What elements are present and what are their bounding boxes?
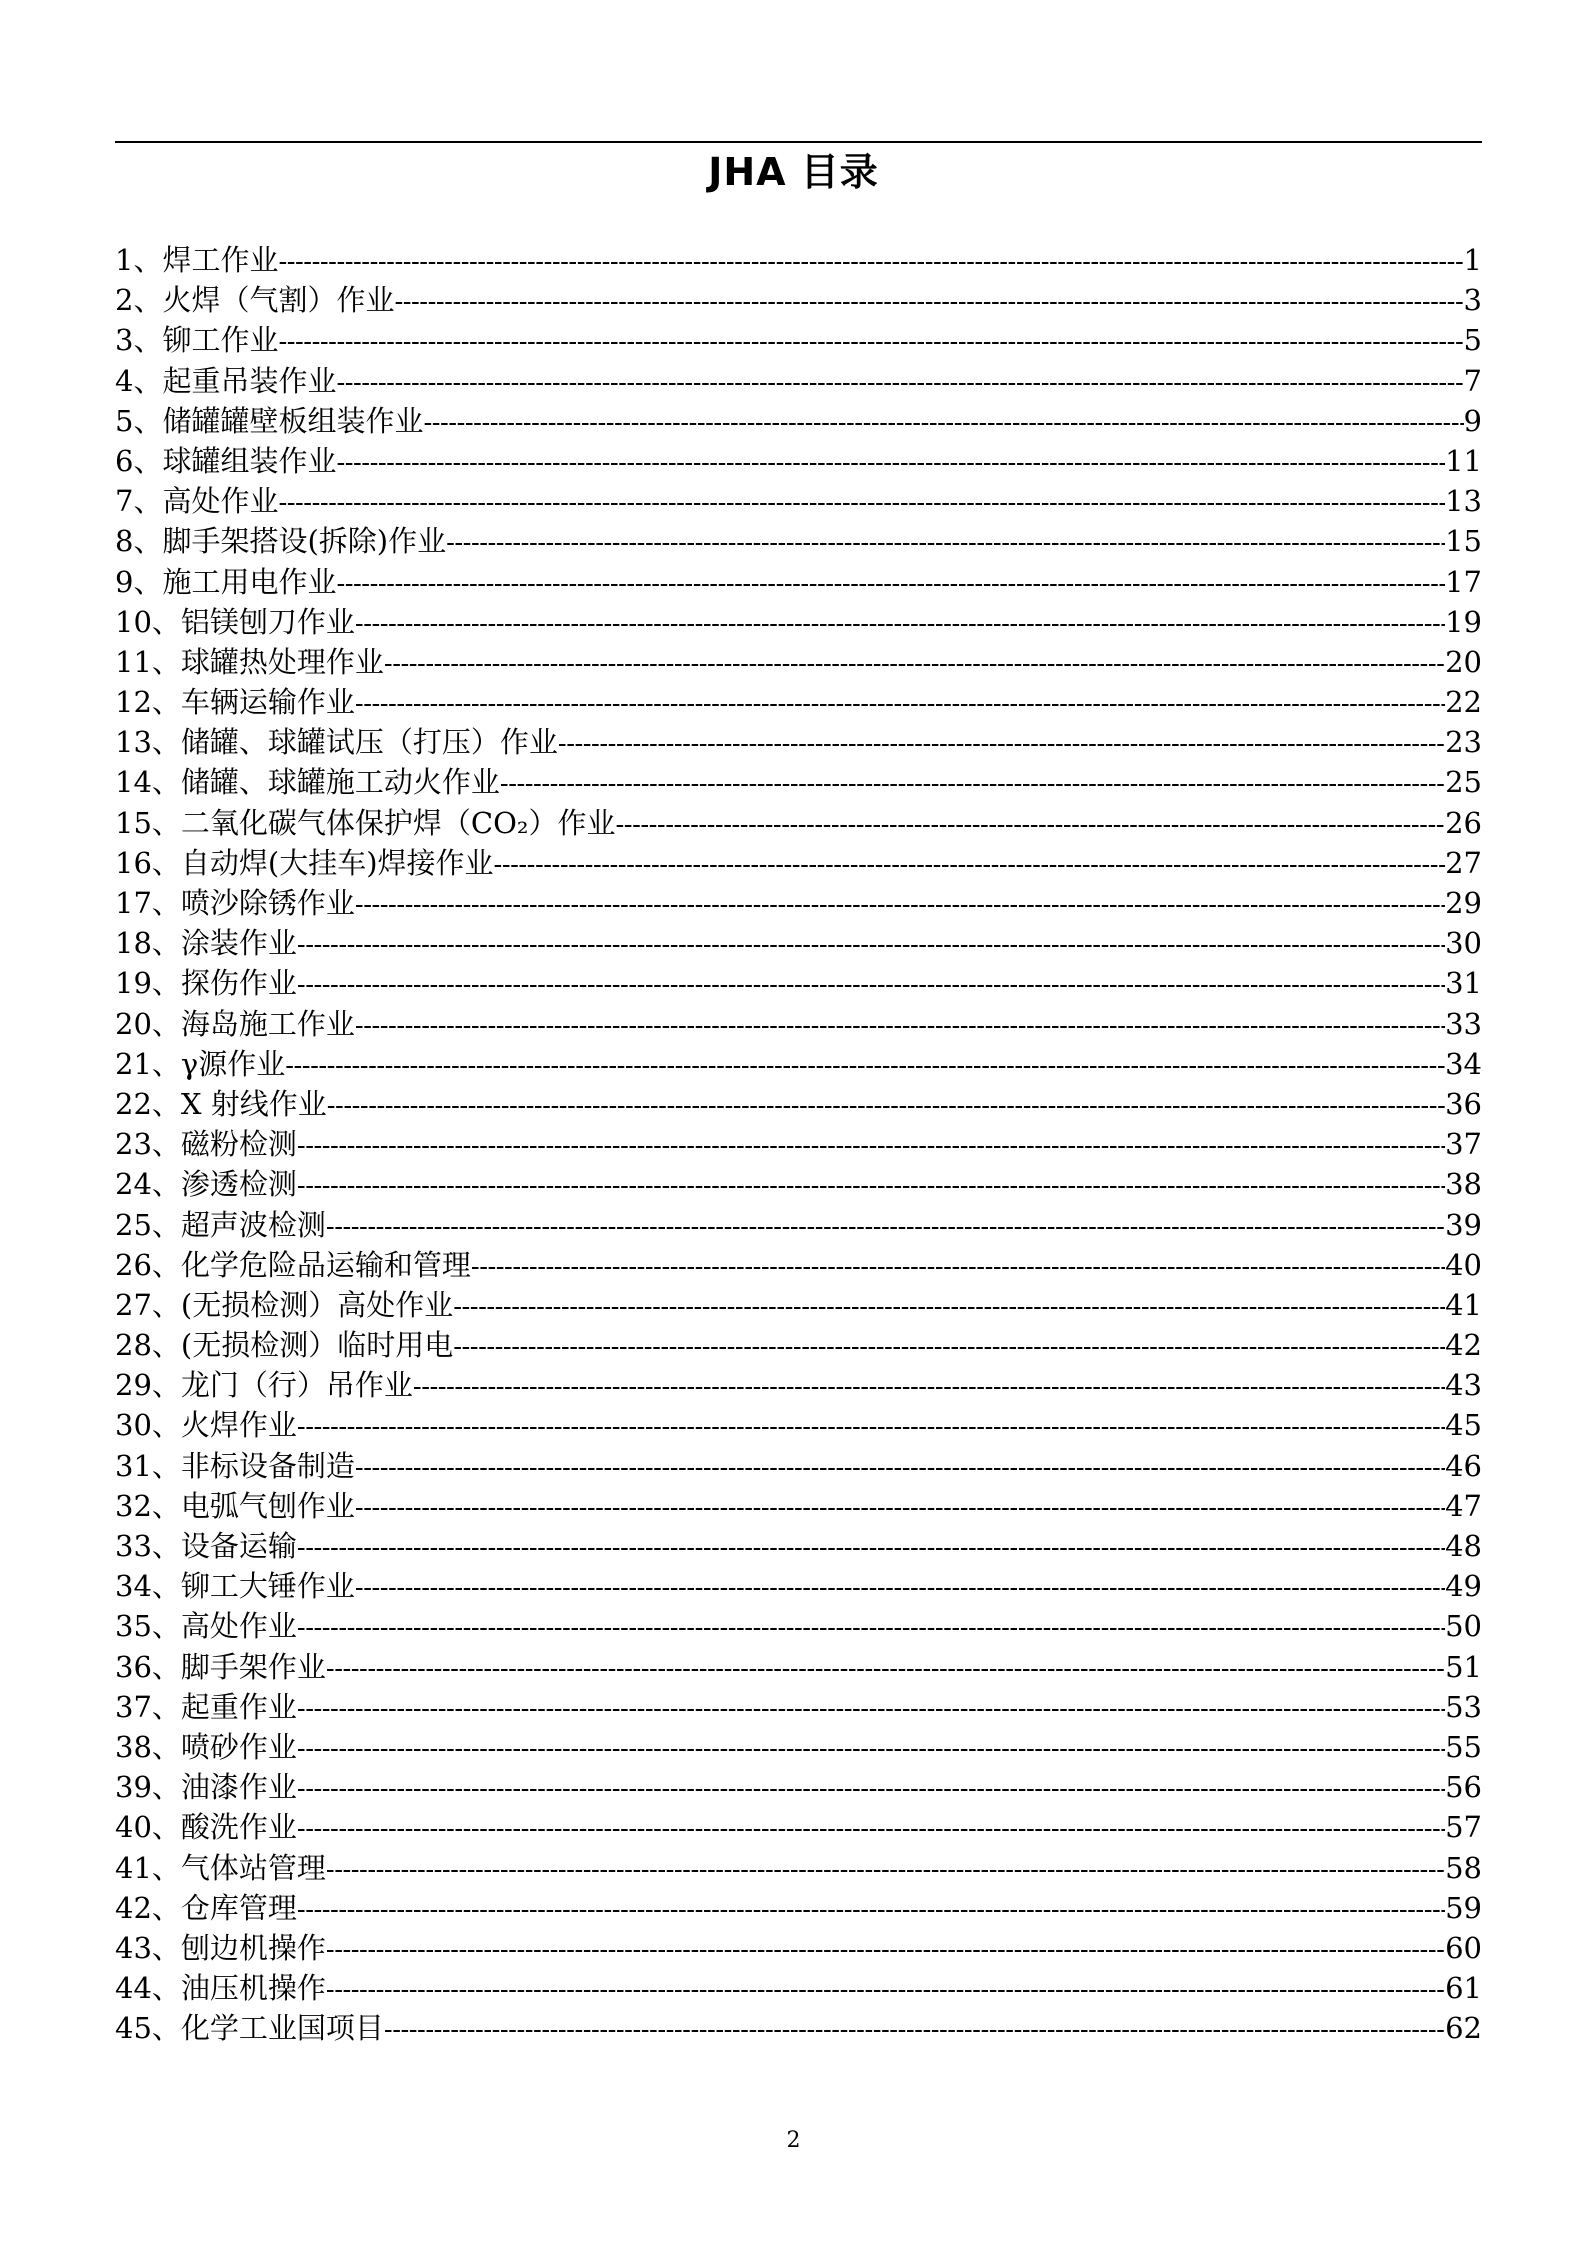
toc-entry-page-number: 22 — [1445, 685, 1482, 720]
toc-entry-page-number: 25 — [1445, 765, 1482, 800]
dot-leader — [297, 1689, 1445, 1729]
toc-entry-label: 25、超声波检测 — [115, 1207, 326, 1242]
toc-entry-label: 31、非标设备制造 — [115, 1448, 355, 1483]
dot-leader — [355, 1568, 1445, 1608]
toc-entry[interactable] — [115, 1888, 1482, 1928]
dot-leader — [297, 1890, 1445, 1930]
toc-entry-label: 34、铆工大锤作业 — [115, 1569, 355, 1604]
toc-entry-page-number: 1 — [1463, 243, 1482, 277]
toc-entry-page-number: 40 — [1445, 1247, 1482, 1282]
toc-entry-label: 18、涂装作业 — [115, 926, 297, 961]
toc-entry-page-number: 45 — [1445, 1408, 1482, 1443]
toc-entry[interactable] — [115, 240, 1482, 280]
dot-leader — [355, 885, 1445, 925]
dot-leader — [297, 1126, 1445, 1166]
toc-entry-label: 33、设备运输 — [115, 1529, 297, 1563]
toc-entry-page-number: 37 — [1445, 1127, 1482, 1162]
page-title: JHA 目录 — [708, 150, 879, 194]
toc-entry-label: 28、(无损检测）临时用电 — [115, 1328, 454, 1363]
toc-entry-label: 44、油压机操作 — [115, 1971, 326, 2006]
toc-entry[interactable] — [115, 1084, 1482, 1124]
toc-entry-label: 17、喷沙除锈作业 — [115, 886, 355, 920]
toc-entry-label: 36、脚手架作业 — [115, 1649, 326, 1684]
toc-entry-page-number: 43 — [1445, 1368, 1482, 1403]
toc-entry[interactable] — [115, 1285, 1482, 1325]
toc-entry-page-number: 31 — [1445, 966, 1482, 1001]
toc-entry-page-number: 9 — [1463, 403, 1482, 438]
toc-entry-label: 7、高处作业 — [115, 484, 279, 519]
toc-entry-page-number: 19 — [1445, 604, 1482, 639]
dot-leader — [327, 1086, 1445, 1126]
toc-entry-label: 35、高处作业 — [115, 1609, 297, 1644]
toc-entry-label: 41、气体站管理 — [115, 1850, 326, 1885]
toc-entry-label: 30、火焊作业 — [115, 1408, 297, 1443]
dot-leader — [297, 1528, 1445, 1568]
dot-leader — [355, 1006, 1445, 1046]
dot-leader — [326, 1850, 1445, 1890]
dot-leader — [384, 2010, 1445, 2050]
dot-leader — [355, 1488, 1445, 1528]
toc-entry[interactable] — [115, 1687, 1482, 1727]
dot-leader — [413, 1367, 1445, 1407]
toc-entry-page-number: 34 — [1445, 1046, 1482, 1081]
toc-entry[interactable] — [115, 1486, 1482, 1526]
toc-entry[interactable] — [115, 1928, 1482, 1968]
toc-entry[interactable] — [115, 441, 1482, 481]
toc-entry-page-number: 50 — [1445, 1609, 1482, 1644]
toc-entry[interactable] — [115, 1164, 1482, 1204]
toc-entry[interactable] — [115, 1405, 1482, 1445]
toc-entry[interactable] — [115, 1325, 1482, 1365]
toc-entry[interactable] — [115, 1245, 1482, 1285]
toc-entry-page-number: 61 — [1445, 1971, 1482, 2006]
toc-entry-label: 29、龙门（行）吊作业 — [115, 1368, 413, 1403]
toc-entry-page-number: 41 — [1445, 1287, 1482, 1322]
toc-entry-label: 24、渗透检测 — [115, 1167, 297, 1202]
toc-entry-label: 38、喷砂作业 — [115, 1729, 297, 1764]
table-of-contents — [115, 240, 1482, 2048]
dot-leader — [278, 322, 1463, 362]
toc-entry-label: 21、γ源作业 — [115, 1046, 286, 1081]
toc-entry-page-number: 57 — [1445, 1810, 1482, 1845]
dot-leader — [297, 1769, 1445, 1809]
toc-entry[interactable] — [115, 1807, 1482, 1847]
toc-entry-page-number: 33 — [1445, 1006, 1482, 1041]
toc-entry[interactable] — [115, 1566, 1482, 1606]
toc-entry-page-number: 23 — [1445, 725, 1482, 760]
toc-entry-page-number: 59 — [1445, 1890, 1482, 1925]
dot-leader — [384, 644, 1445, 684]
dot-leader — [326, 1649, 1445, 1689]
dot-leader — [616, 805, 1446, 845]
dot-leader — [336, 443, 1445, 483]
toc-entry-page-number: 20 — [1445, 644, 1482, 679]
toc-entry-label: 6、球罐组装作业 — [115, 443, 337, 478]
dot-leader — [355, 1448, 1445, 1488]
toc-entry[interactable] — [115, 1124, 1482, 1164]
toc-entry-page-number: 26 — [1445, 805, 1482, 840]
toc-entry-label: 20、海岛施工作业 — [115, 1006, 355, 1041]
dot-leader — [453, 1327, 1445, 1367]
toc-entry-label: 16、自动焊(大挂车)焊接作业 — [115, 845, 494, 880]
toc-entry-label: 15、二氧化碳气体保护焊（CO₂）作业 — [115, 805, 616, 840]
dot-leader — [326, 1207, 1445, 1247]
dot-leader — [355, 684, 1445, 724]
toc-entry-page-number: 39 — [1445, 1207, 1482, 1242]
toc-entry-page-number: 48 — [1445, 1529, 1482, 1563]
toc-entry-label: 26、化学危险品运输和管理 — [115, 1247, 471, 1282]
toc-entry-label: 11、球罐热处理作业 — [115, 644, 384, 679]
toc-entry-page-number: 51 — [1445, 1649, 1482, 1684]
toc-entry-label: 13、储罐、球罐试压（打压）作业 — [115, 725, 558, 760]
toc-entry[interactable] — [115, 401, 1482, 441]
toc-entry-page-number: 47 — [1445, 1488, 1482, 1523]
toc-entry[interactable] — [115, 1044, 1482, 1084]
toc-entry-page-number: 49 — [1445, 1569, 1482, 1604]
toc-entry-page-number: 30 — [1445, 926, 1482, 961]
toc-entry-label: 2、火焊（气割）作业 — [115, 283, 395, 318]
dot-leader — [446, 523, 1445, 563]
dot-leader — [278, 483, 1445, 523]
toc-entry-page-number: 27 — [1445, 845, 1482, 880]
toc-entry-label: 4、起重吊装作业 — [115, 363, 337, 398]
toc-entry-page-number: 13 — [1445, 484, 1482, 519]
toc-entry-page-number: 11 — [1445, 443, 1482, 478]
toc-entry-page-number: 55 — [1445, 1729, 1482, 1764]
toc-entry-page-number: 5 — [1463, 323, 1482, 358]
dot-leader — [278, 242, 1463, 282]
toc-entry-label: 37、起重作业 — [115, 1689, 297, 1724]
toc-entry[interactable] — [115, 1446, 1482, 1486]
dot-leader — [297, 1407, 1445, 1447]
toc-entry-page-number: 46 — [1445, 1448, 1482, 1483]
toc-entry-label: 14、储罐、球罐施工动火作业 — [115, 765, 500, 800]
toc-entry[interactable] — [115, 1365, 1482, 1405]
toc-entry[interactable] — [115, 883, 1482, 923]
dot-leader — [471, 1247, 1445, 1287]
toc-entry-page-number: 7 — [1463, 363, 1482, 398]
toc-entry[interactable] — [115, 923, 1482, 963]
toc-entry-label: 23、磁粉检测 — [115, 1127, 297, 1162]
dot-leader — [297, 1166, 1445, 1206]
dot-leader — [297, 965, 1445, 1005]
toc-entry-label: 10、铝镁刨刀作业 — [115, 604, 355, 639]
toc-entry-label: 32、电弧气刨作业 — [115, 1488, 355, 1523]
dot-leader — [297, 1809, 1445, 1849]
toc-entry-page-number: 56 — [1445, 1770, 1482, 1805]
toc-entry[interactable] — [115, 602, 1482, 642]
toc-entry[interactable] — [115, 642, 1482, 682]
toc-entry[interactable] — [115, 1968, 1482, 2008]
toc-entry[interactable] — [115, 963, 1482, 1003]
dot-leader — [336, 363, 1463, 403]
toc-entry[interactable] — [115, 722, 1482, 762]
toc-entry[interactable] — [115, 1767, 1482, 1807]
toc-entry[interactable] — [115, 361, 1482, 401]
dot-leader — [558, 724, 1445, 764]
toc-entry-label: 45、化学工业国项目 — [115, 2011, 384, 2046]
toc-entry-label: 22、X 射线作业 — [115, 1086, 327, 1121]
toc-entry[interactable] — [115, 1526, 1482, 1566]
toc-entry[interactable] — [115, 1647, 1482, 1687]
toc-entry[interactable] — [115, 1004, 1482, 1044]
toc-entry-label: 5、储罐罐壁板组装作业 — [115, 403, 424, 438]
toc-entry-label: 3、铆工作业 — [115, 323, 279, 358]
toc-entry-label: 27、(无损检测）高处作业 — [115, 1287, 454, 1322]
toc-entry-label: 8、脚手架搭设(拆除)作业 — [115, 524, 447, 559]
toc-entry[interactable] — [115, 521, 1482, 561]
toc-entry[interactable] — [115, 762, 1482, 802]
toc-entry[interactable] — [115, 1848, 1482, 1888]
dot-leader — [297, 1608, 1445, 1648]
toc-entry-label: 40、酸洗作业 — [115, 1810, 297, 1845]
toc-entry-page-number: 15 — [1445, 524, 1482, 559]
toc-entry-page-number: 53 — [1445, 1689, 1482, 1724]
toc-entry[interactable] — [115, 280, 1482, 320]
header-rule — [115, 141, 1482, 143]
dot-leader — [423, 403, 1463, 443]
toc-entry-page-number: 60 — [1445, 1930, 1482, 1965]
toc-entry-label: 12、车辆运输作业 — [115, 685, 355, 720]
dot-leader — [494, 845, 1446, 885]
page-number: 2 — [786, 2128, 801, 2153]
toc-entry[interactable] — [115, 562, 1482, 602]
dot-leader — [326, 1930, 1445, 1970]
toc-entry-page-number: 29 — [1445, 886, 1482, 920]
toc-entry-page-number: 58 — [1445, 1850, 1482, 1885]
toc-entry-label: 1、焊工作业 — [115, 243, 279, 277]
dot-leader — [355, 604, 1445, 644]
dot-leader — [394, 282, 1463, 322]
dot-leader — [336, 564, 1445, 604]
toc-entry[interactable] — [115, 320, 1482, 360]
toc-entry-page-number: 3 — [1463, 283, 1482, 318]
toc-entry[interactable] — [115, 2008, 1482, 2048]
dot-leader — [326, 1970, 1445, 2010]
dot-leader — [297, 1729, 1445, 1769]
dot-leader — [453, 1287, 1445, 1327]
toc-entry-page-number: 62 — [1445, 2011, 1482, 2046]
toc-entry-page-number: 38 — [1445, 1167, 1482, 1202]
toc-entry-label: 19、探伤作业 — [115, 966, 297, 1001]
toc-entry-page-number: 42 — [1445, 1328, 1482, 1363]
toc-entry-label: 43、刨边机操作 — [115, 1930, 326, 1965]
dot-leader — [500, 764, 1445, 804]
toc-entry[interactable] — [115, 803, 1482, 843]
toc-entry-page-number: 17 — [1445, 564, 1482, 599]
toc-entry-label: 39、油漆作业 — [115, 1770, 297, 1805]
toc-entry-label: 42、仓库管理 — [115, 1890, 297, 1925]
dot-leader — [285, 1046, 1445, 1086]
toc-entry[interactable] — [115, 1205, 1482, 1245]
toc-entry[interactable] — [115, 843, 1482, 883]
toc-entry-page-number: 36 — [1445, 1086, 1482, 1121]
dot-leader — [297, 925, 1445, 965]
toc-entry-label: 9、施工用电作业 — [115, 564, 337, 599]
toc-entry[interactable] — [115, 682, 1482, 722]
toc-entry[interactable] — [115, 481, 1482, 521]
toc-entry[interactable] — [115, 1606, 1482, 1646]
toc-entry[interactable] — [115, 1727, 1482, 1767]
